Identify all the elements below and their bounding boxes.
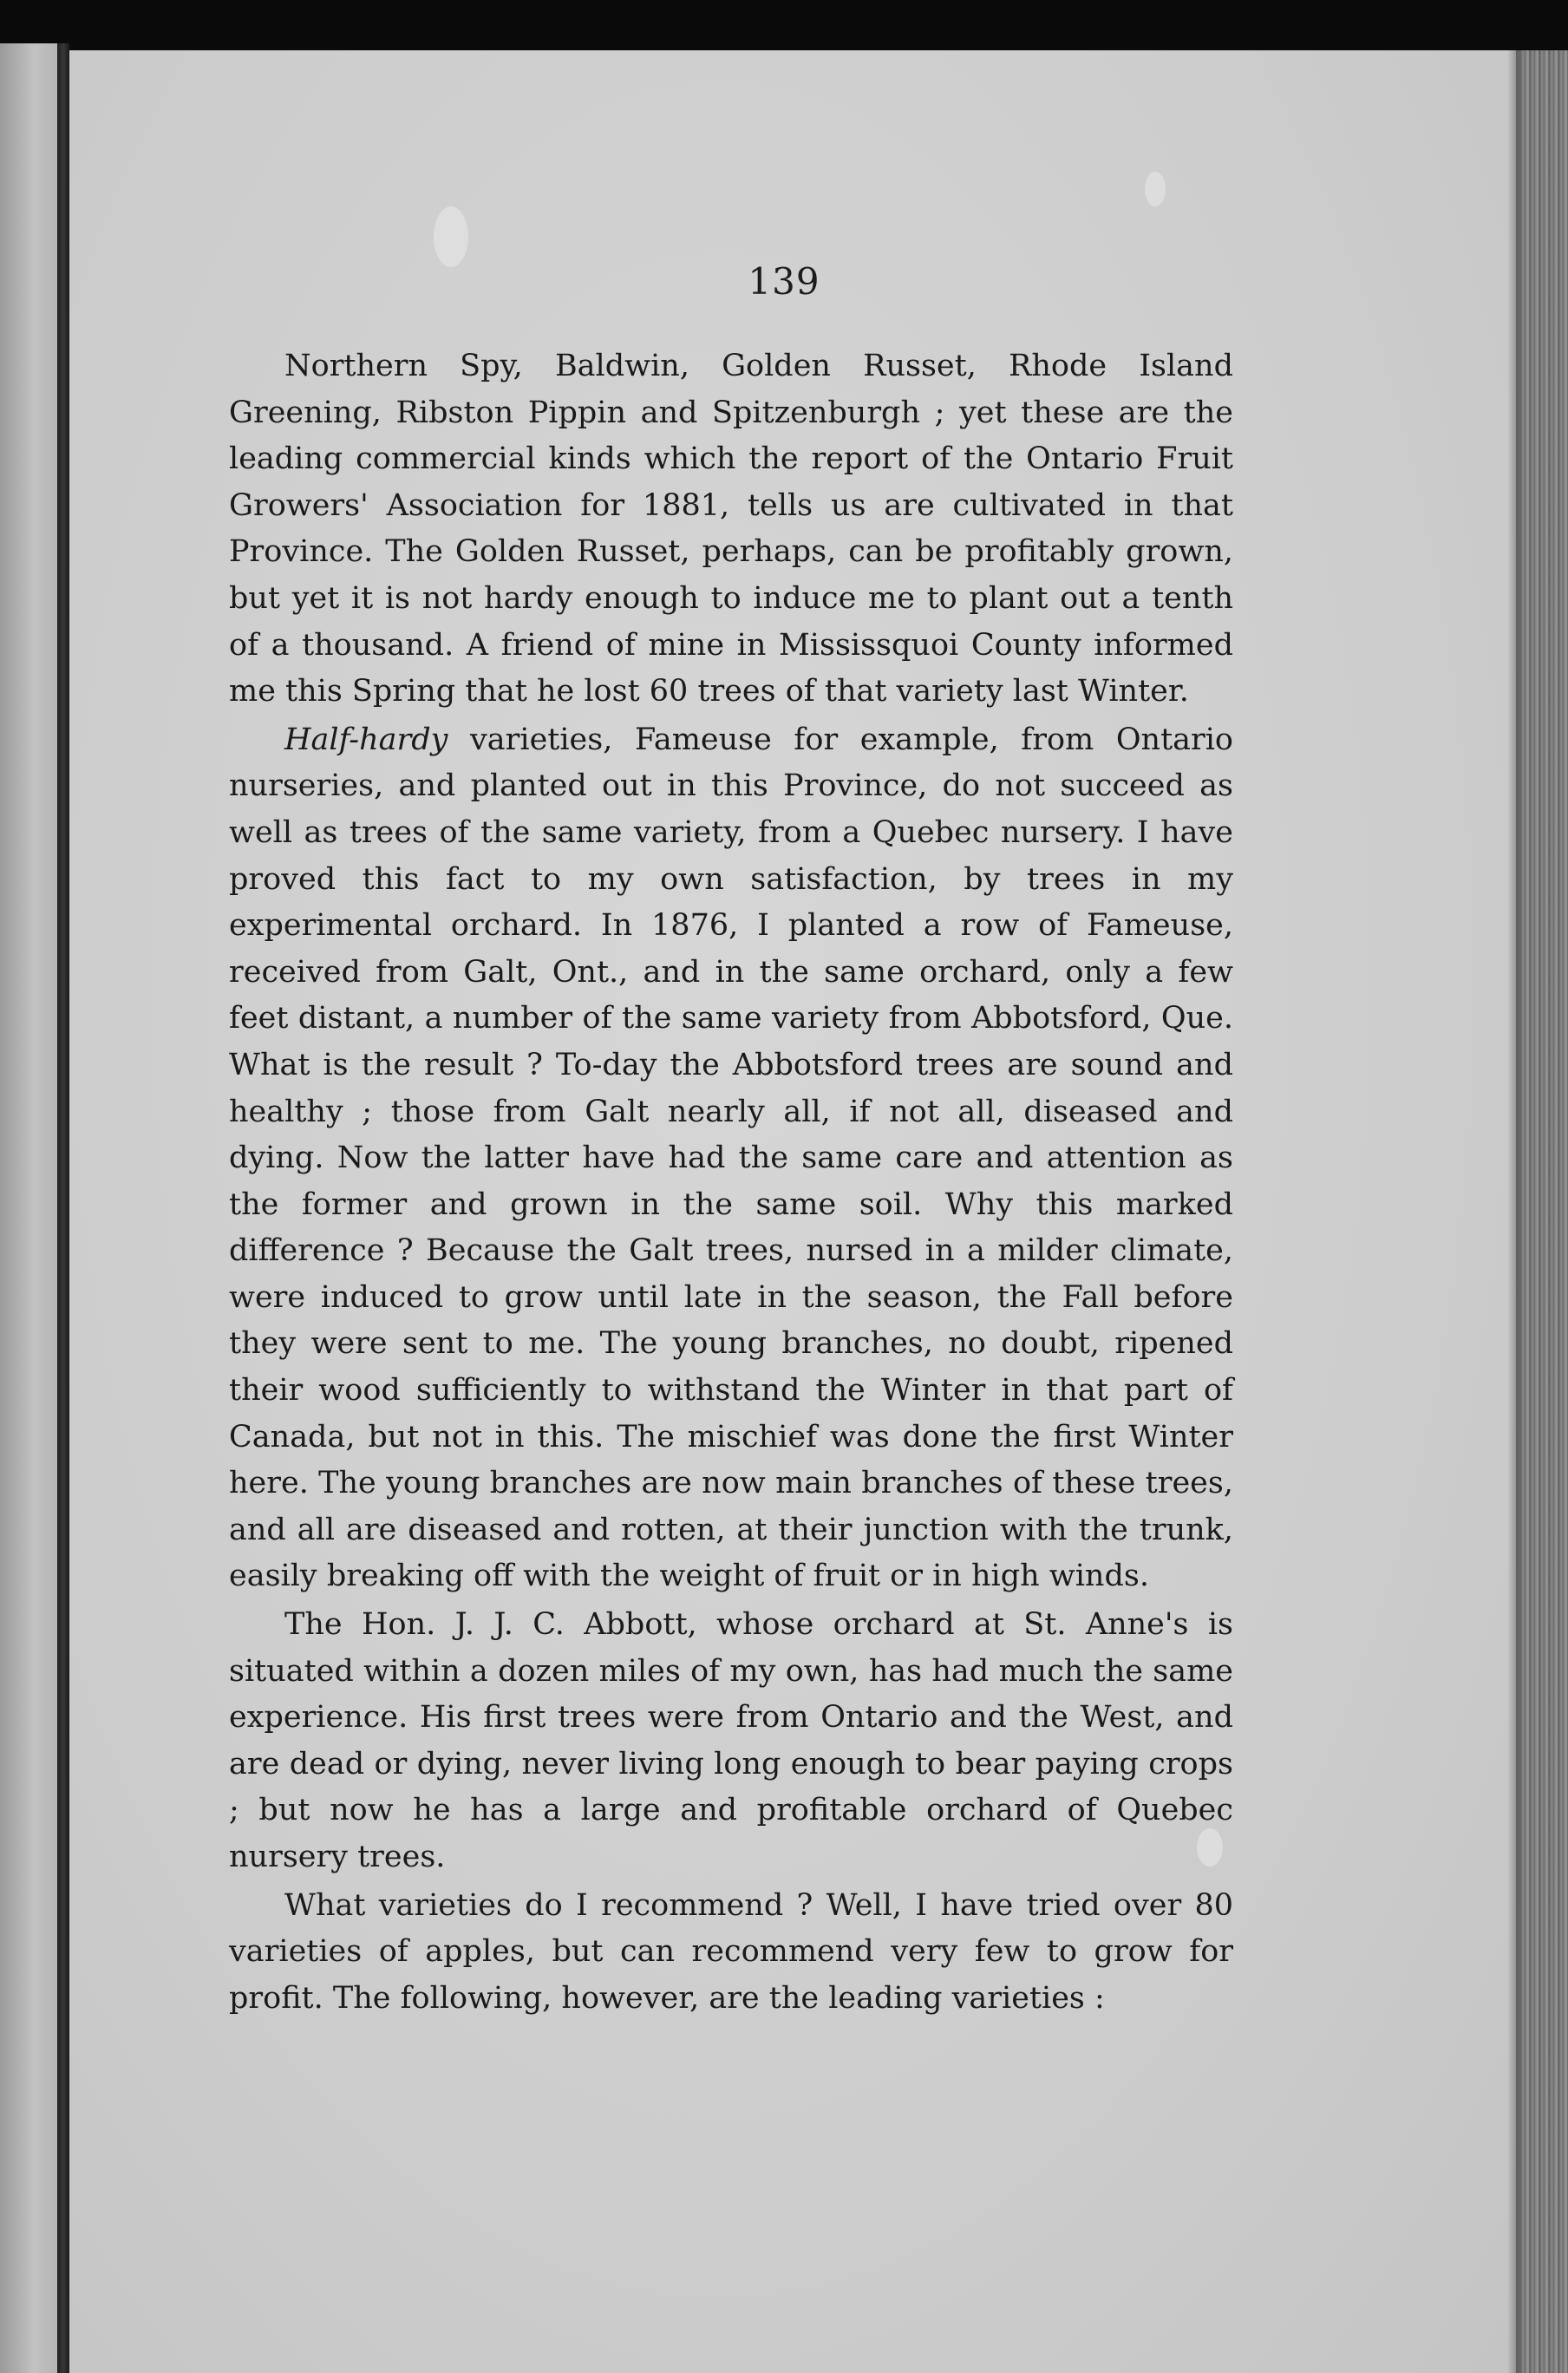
body-text: [229, 343, 1233, 2022]
paragraph-1: [229, 343, 1233, 716]
page-number: 139: [748, 260, 820, 303]
paragraph-3: [229, 1602, 1233, 1881]
paragraph-text: Northern Spy, Baldwin, Golden Russet, Rhode Island Greening, Ribston Pippin and Spitzenburgh ; yet these are the leading commercial kinds which the report of the Ontario Fruit Growers' Association for 1881, tells us are cultivated in that Province. The Golden Russet, perhaps, can be profitably grown, but yet it is not hardy enough to induce me to plant out a tenth of a thousand. A friend of mine in Mississquoi County informed me this Spring that he lost 60 trees of that variety last Winter.: [229, 349, 1233, 709]
paper-speck: [434, 206, 468, 267]
paragraph-text: The Hon. J. J. C. Abbott, whose orchard at St. Anne's is situated within a dozen miles of my own, has had much the same experience. His first trees were from Ontario and the West, and are dead or dying, never living long enough to bear paying crops ; but now he has a large and profitable orchard of Quebec nursery trees.: [229, 1607, 1233, 1874]
page-edge-shadow: [1507, 50, 1519, 2373]
paragraph-text: What varieties do I recommend ? Well, I have tried over 80 varieties of apples, but can recommend very few to grow for profit. The following, however, are the leading varieties :: [229, 1887, 1233, 2016]
paragraph-2: [229, 717, 1233, 1600]
previous-leaf-edge: [0, 43, 57, 2373]
paragraph-text: varieties, Fameuse for example, from Ontario nurseries, and planted out in this Province, do not succeed as well as trees of the same variety, from a Quebec nursery. I have proved this fact to my own satisfaction, by trees in my experimental orchard. In 1876, I planted a row of Fameuse, received from Galt, Ont., and in the same orchard, only a few feet distant, a number of the same variety from Abbotsford, Que. What is the result ? To-day the Abbotsford trees are sound and healthy ; those from Galt nearly all, if not all, diseased and dying. Now the latter have had the same care and attention as the former and grown in the same soil. Why this marked difference ? Because the Galt trees, nursed in a milder climate, were induced to grow until late in the season, the Fall before they were sent to me. The young branches, no doubt, ripened their wood sufficiently to withstand the Winter in that part of Canada, but not in this. The mischief was done the first Winter here. The young branches are now main branches of these trees, and all are diseased and rotten, at their junction with the trunk, easily breaking off with the weight of fruit or in high winds.: [229, 722, 1233, 1594]
page-stack-edges: [1516, 50, 1568, 2373]
paragraph-4: [229, 1883, 1233, 2023]
paragraph-lead-italic: Half-hardy: [284, 722, 448, 757]
paper-speck: [1145, 172, 1166, 206]
binding-gutter: [57, 43, 69, 2373]
